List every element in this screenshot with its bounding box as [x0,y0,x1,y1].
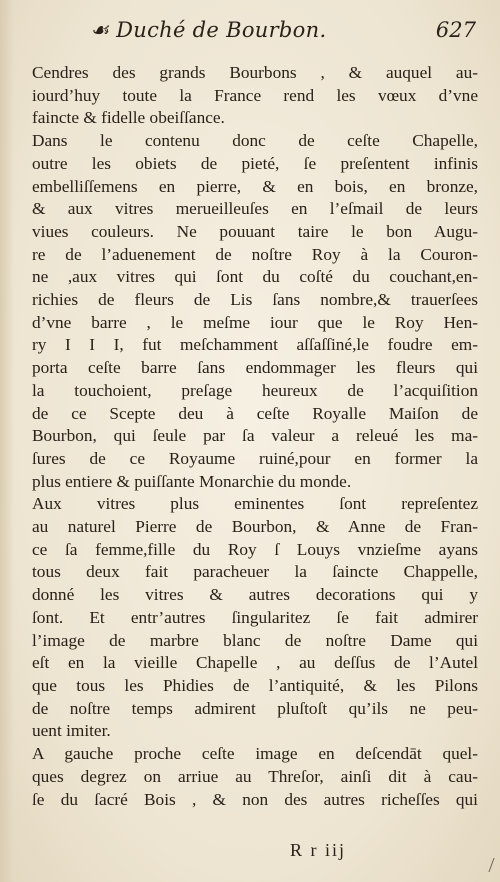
text-line: embelliſſemens en pierre, & en bois, en bronze, [32,176,478,196]
text-line: re de l’aduenement de noſtre Roy à la Couron- [32,244,478,264]
margin-mark [482,858,494,872]
page-header [70,18,476,52]
text-line: faincte & fidelle obeiſſance. [32,108,225,128]
text-line: tous deux fait paracheuer la ſaincte Chappelle, [32,562,478,582]
text-line: plus entiere & puiſſante Monarchie du monde. [32,471,352,491]
text-line: uent imiter. [32,721,111,741]
text-line: ce ſa femme,fille du Roy ſ Louys vnzieſme ayans [32,539,478,559]
text-line: au naturel Pierre de Bourbon, & Anne de Fran- [32,517,478,537]
text-line: ſe du ſacré Bois , & non des autres richeſſes qui [32,789,478,809]
text-line: outre les obiets de pieté, ſe preſentent infinis [32,153,478,173]
text-line: Aux vitres plus eminentes ſont repreſentez [32,494,478,514]
text-line: d’vne barre , le meſme iour que le Roy Hen- [32,312,478,332]
text-line: porta ceſte barre ſans endommager les fleurs qui [32,358,478,378]
text-line: iourd’huy toute la France rend les vœux d’vne [32,85,478,105]
text-line: ry I I I, fut meſchamment aſſaſſiné,le foudre em- [32,335,478,355]
text-line: & aux vitres merueilleuſes en l’eſmail de leurs [32,199,478,219]
text-line: ſont. Et entr’autres ſingularitez ſe fait admirer [32,607,478,627]
running-head: ☙ Duché de Bourbon. [90,18,327,42]
text-line: de noſtre temps admirent pluſtoſt qu’ils ne peu- [32,698,478,718]
text-line: viues couleurs. Ne pouuant taire le bon Augu- [32,221,478,241]
text-line: Dans le contenu donc de ceſte Chapelle, [32,131,478,151]
text-line: donné les vitres & autres decorations qui y [32,585,478,605]
text-line: eſt en la vieille Chapelle , au deſſus de l’Autel [32,653,478,673]
text-line: ſures de ce Royaume ruiné,pour en former la [32,448,478,468]
text-line: l’image de marbre blanc de noſtre Dame qui [32,630,478,650]
page-gutter [0,0,14,882]
text-line: richies de fleurs de Lis ſans nombre,& trauerſees [32,290,478,310]
text-line: A gauche proche ceſte image en deſcendāt quel- [32,744,478,764]
body-text [32,62,478,811]
text-line: Cendres des grands Bourbons , & auquel au- [32,63,478,82]
text-line: la touchoient, preſage heureux de l’acquiſition [32,380,478,400]
text-line: que tous les Phidies de l’antiquité, & les Pilons [32,675,478,695]
text-line: ne ,aux vitres qui ſont du coſté du couchant,en- [32,267,478,287]
text-line: Bourbon, qui ſeule par ſa valeur a releué les ma- [32,426,478,446]
text-line: de ce Scepte deu à ceſte Royalle Maiſon de [32,403,478,423]
signature-mark: R r iij [290,840,347,860]
page-number: 627 [435,18,476,42]
text-line: ques degrez on arriue au Threſor, ainſi dit à cau- [32,766,478,786]
